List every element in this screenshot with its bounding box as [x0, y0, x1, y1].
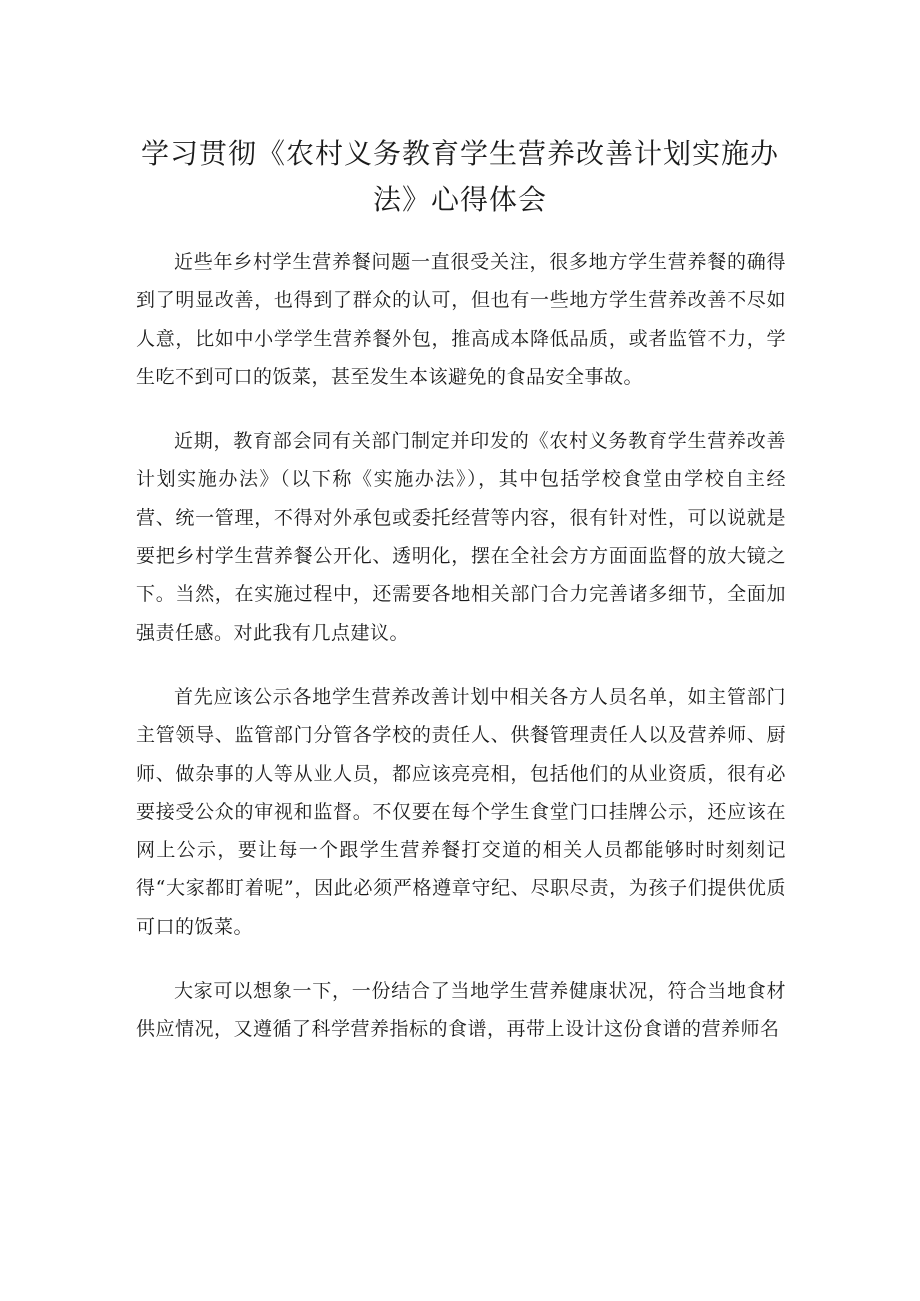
document-title-line-2: 法》心得体会 — [372, 183, 547, 216]
document-title-line-1: 学习贯彻《农村义务教育学生营养改善计划实施办 — [140, 137, 779, 170]
document-body — [136, 243, 786, 1075]
paragraph-2: 近期，教育部会同有关部门制定并印发的《农村义务教育学生营养改善计划实施办法》（以下称《实施办法》），其中包括学校食堂由学校自主经营、统一管理，不得对外承包或委托经营等内容，很有针对性，可以说就是要把乡村学生营养餐公开化、透明化，摆在全社会方方面面监督的放大镜之下。当然，在实施过程中，还需要各地相关部门合力完善诸多细节，全面加强责任感。对此我有几点建议。 — [136, 430, 786, 644]
paragraph-3: 首先应该公示各地学生营养改善计划中相关各方人员名单，如主管部门主管领导、监管部门分管各学校的责任人、供餐管理责任人以及营养师、厨师、做杂事的人等从业人员，都应该亮亮相，包括他们的从业资质，很有必要接受公众的审视和监督。不仅要在每个学生食堂门口挂牌公示，还应该在网上公示，要让每一个跟学生营养餐打交道的相关人员都能够时时刻刻记得“大家都盯着呢”，因此必须严格遵章守纪、尽职尽责，为孩子们提供优质可口的饭菜。 — [136, 685, 786, 938]
paragraph-4: 大家可以想象一下，一份结合了当地学生营养健康状况，符合当地食材供应情况，又遵循了科学营养指标的食谱，再带上设计这份食谱的营养师名 — [136, 980, 786, 1041]
paragraph-1: 近些年乡村学生营养餐问题一直很受关注，很多地方学生营养餐的确得到了明显改善，也得到了群众的认可，但也有一些地方学生营养改善不尽如人意，比如中小学学生营养餐外包，推高成本降低品质，或者监管不力，学生吃不到可口的饭菜，甚至发生本该避免的食品安全事故。 — [136, 251, 786, 388]
